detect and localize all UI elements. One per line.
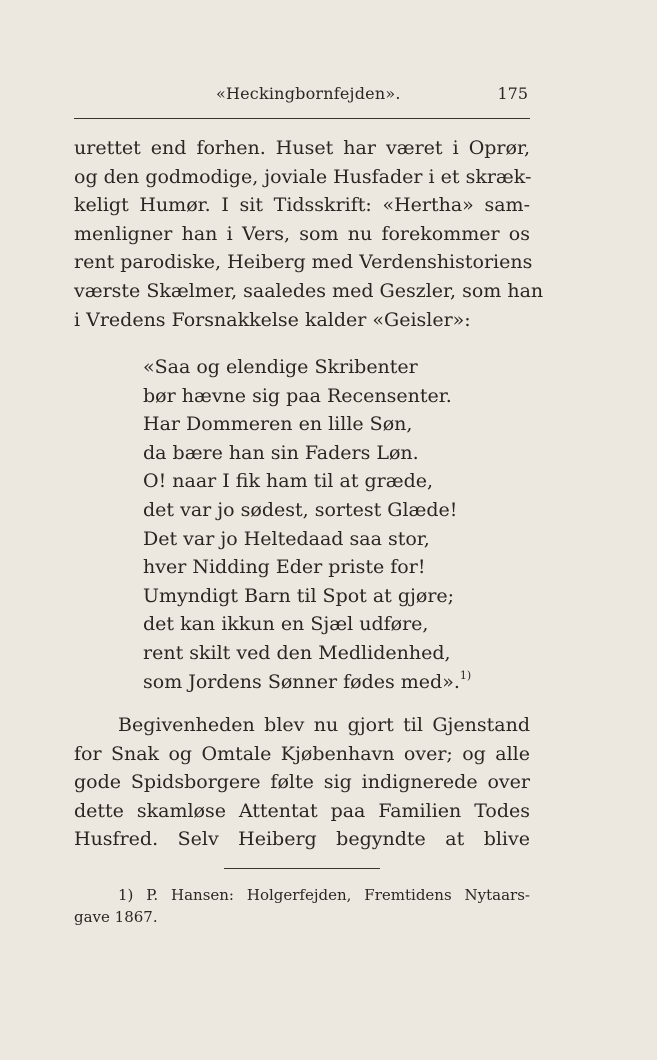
- poem-line: «Saa og elendige Skribenter: [143, 356, 418, 378]
- text-line: menligner han i Vers, som nu forekommer os: [74, 222, 530, 245]
- page-number: 175: [497, 84, 528, 103]
- running-title: «Heckingbornfejden».: [216, 84, 401, 103]
- poem-line: det kan ikkun en Sjæl udføre,: [143, 613, 429, 636]
- poem-line: det var jo sødest, sortest Glæde!: [143, 498, 458, 521]
- text-line: værste Skælmer, saaledes med Geszler, som han: [74, 279, 544, 302]
- poem-line: rent skilt ved den Medlidenhed,: [143, 641, 451, 664]
- header-rule: [74, 118, 530, 119]
- footnote-reference: 1): [459, 669, 472, 683]
- text-line: for Snak og Omtale Kjøbenhavn over; og alle: [74, 742, 530, 765]
- poem-line-text: som Jordens Sønner fødes med».: [143, 670, 460, 693]
- text-line: rent parodiske, Heiberg med Verdenshistoriens: [74, 251, 533, 274]
- text-line: dette skamløse Attentat paa Familien Todes: [74, 799, 530, 822]
- poem-line: hver Nidding Eder priste for!: [143, 556, 426, 579]
- text-line: keligt Humør. I sit Tidsskrift: «Hertha» sam-: [74, 194, 530, 217]
- footnote-line: gave 1867.: [74, 908, 158, 926]
- poem-line: Umyndigt Barn til Spot at gjøre;: [143, 584, 455, 607]
- text-line: gode Spidsborgere følte sig indignerede over: [74, 771, 530, 794]
- paragraph-2: [74, 711, 530, 854]
- footnote-rule: [224, 868, 380, 869]
- poem-quotation: [143, 353, 503, 696]
- poem-line: bør hævne sig paa Recensenter.: [143, 384, 452, 407]
- text-line: Husfred. Selv Heiberg begyndte at blive: [74, 828, 530, 851]
- poem-line: da bære han sin Faders Løn.: [143, 441, 419, 464]
- poem-line: Det var jo Heltedaad saa stor,: [143, 527, 430, 550]
- text-line: urettet end forhen. Huset har været i Oprør,: [74, 137, 530, 159]
- poem-line: O! naar I fik ham til at græde,: [143, 470, 434, 493]
- footnote-line: 1) P. Hansen: Holgerfejden, Fremtidens Nytaars-: [118, 886, 530, 904]
- footnote: [74, 884, 530, 928]
- text-line: Begivenheden blev nu gjort til Gjenstand: [118, 714, 530, 736]
- text-line: i Vredens Forsnakkelse kalder «Geisler»:: [74, 308, 471, 331]
- poem-line: Har Dommeren en lille Søn,: [143, 413, 413, 436]
- running-header: [76, 84, 528, 106]
- text-line: og den godmodige, joviale Husfader i et skræk-: [74, 165, 532, 188]
- paragraph-1: [74, 134, 544, 334]
- poem-line: [143, 668, 503, 697]
